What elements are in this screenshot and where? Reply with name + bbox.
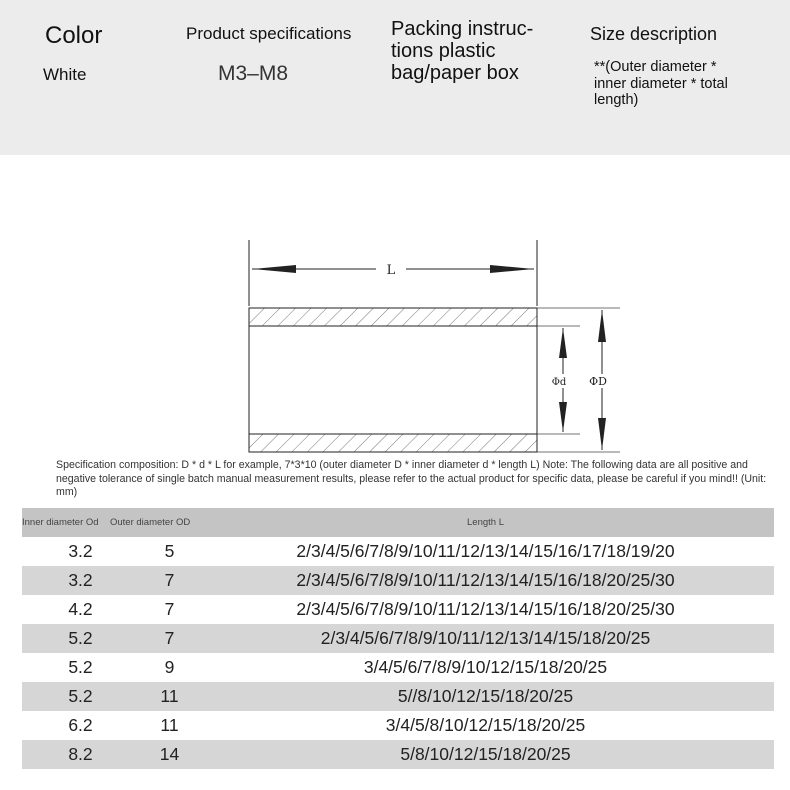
arrow-down-icon bbox=[559, 402, 567, 432]
arrow-up-icon bbox=[559, 328, 567, 358]
bushing-bottom-wall bbox=[249, 434, 537, 452]
cell-inner-diameter: 3.2 bbox=[22, 537, 110, 566]
cell-outer-diameter: 14 bbox=[110, 740, 197, 769]
table-row bbox=[22, 740, 774, 769]
table-row bbox=[22, 566, 774, 595]
size-title: Size description bbox=[590, 24, 718, 44]
bushing-diagram bbox=[0, 230, 790, 460]
spec-table bbox=[22, 508, 774, 769]
arrow-down-icon bbox=[598, 418, 606, 450]
cell-length: 3/4/5/8/10/12/15/18/20/25 bbox=[197, 711, 774, 740]
cell-length: 5/8/10/12/15/18/20/25 bbox=[197, 740, 774, 769]
inner-diameter-label: Φd bbox=[551, 377, 567, 388]
cell-outer-diameter: 7 bbox=[110, 595, 197, 624]
cell-inner-diameter: 3.2 bbox=[22, 566, 110, 595]
header-outer-diameter: Outer diameter OD bbox=[110, 508, 197, 537]
bushing-top-wall bbox=[249, 308, 537, 326]
size-value: **(Outer diameter * inner diameter * total length) bbox=[594, 59, 728, 108]
bushing-bore bbox=[249, 326, 537, 434]
spec-title: Product specifications bbox=[186, 24, 352, 43]
table-row bbox=[22, 595, 774, 624]
header-length: Length L bbox=[197, 508, 774, 537]
cell-length: 2/3/4/5/6/7/8/9/10/11/12/13/14/15/16/18/20/25/30 bbox=[197, 595, 774, 624]
cell-length: 5//8/10/12/15/18/20/25 bbox=[197, 682, 774, 711]
table-row bbox=[22, 624, 774, 653]
spec-value: M3–M8 bbox=[218, 62, 289, 85]
table-header-row bbox=[22, 508, 774, 537]
cell-length: 3/4/5/6/7/8/9/10/12/15/18/20/25 bbox=[197, 653, 774, 682]
specification-note: Specification composition: D * d * L for example, 7*3*10 (outer diameter D * inner diameter d * length L) Note: The following data are all positive and negative tolerance of single batch manual measurement results, please refer to the actual product for specific data, please be careful if you mind!! (Unit: mm) bbox=[56, 459, 767, 498]
cell-inner-diameter: 5.2 bbox=[22, 653, 110, 682]
cell-inner-diameter: 8.2 bbox=[22, 740, 110, 769]
arrow-up-icon bbox=[598, 310, 606, 342]
arrow-right-icon bbox=[490, 265, 534, 273]
cell-inner-diameter: 6.2 bbox=[22, 711, 110, 740]
cell-length: 2/3/4/5/6/7/8/9/10/11/12/13/14/15/16/18/20/25/30 bbox=[197, 566, 774, 595]
table-row bbox=[22, 653, 774, 682]
header-inner-diameter: Inner diameter Od bbox=[22, 508, 110, 537]
outer-diameter-label: ΦD bbox=[589, 375, 607, 388]
cell-outer-diameter: 7 bbox=[110, 566, 197, 595]
color-title: Color bbox=[45, 22, 103, 49]
header-panel bbox=[0, 0, 790, 155]
cell-outer-diameter: 5 bbox=[110, 537, 197, 566]
cell-length: 2/3/4/5/6/7/8/9/10/11/12/13/14/15/16/17/18/19/20 bbox=[197, 537, 774, 566]
table-row bbox=[22, 711, 774, 740]
length-label: L bbox=[386, 263, 396, 278]
color-value: White bbox=[43, 65, 87, 84]
cell-outer-diameter: 9 bbox=[110, 653, 197, 682]
cell-inner-diameter: 5.2 bbox=[22, 682, 110, 711]
cell-outer-diameter: 11 bbox=[110, 682, 197, 711]
arrow-left-icon bbox=[252, 265, 296, 273]
cell-length: 2/3/4/5/6/7/8/9/10/11/12/13/14/15/18/20/25 bbox=[197, 624, 774, 653]
packing-title: Packing instruc-tions plastic bag/paper box bbox=[391, 18, 534, 84]
cell-inner-diameter: 4.2 bbox=[22, 595, 110, 624]
cell-inner-diameter: 5.2 bbox=[22, 624, 110, 653]
cell-outer-diameter: 7 bbox=[110, 624, 197, 653]
table-row bbox=[22, 682, 774, 711]
table-row bbox=[22, 537, 774, 566]
cell-outer-diameter: 11 bbox=[110, 711, 197, 740]
